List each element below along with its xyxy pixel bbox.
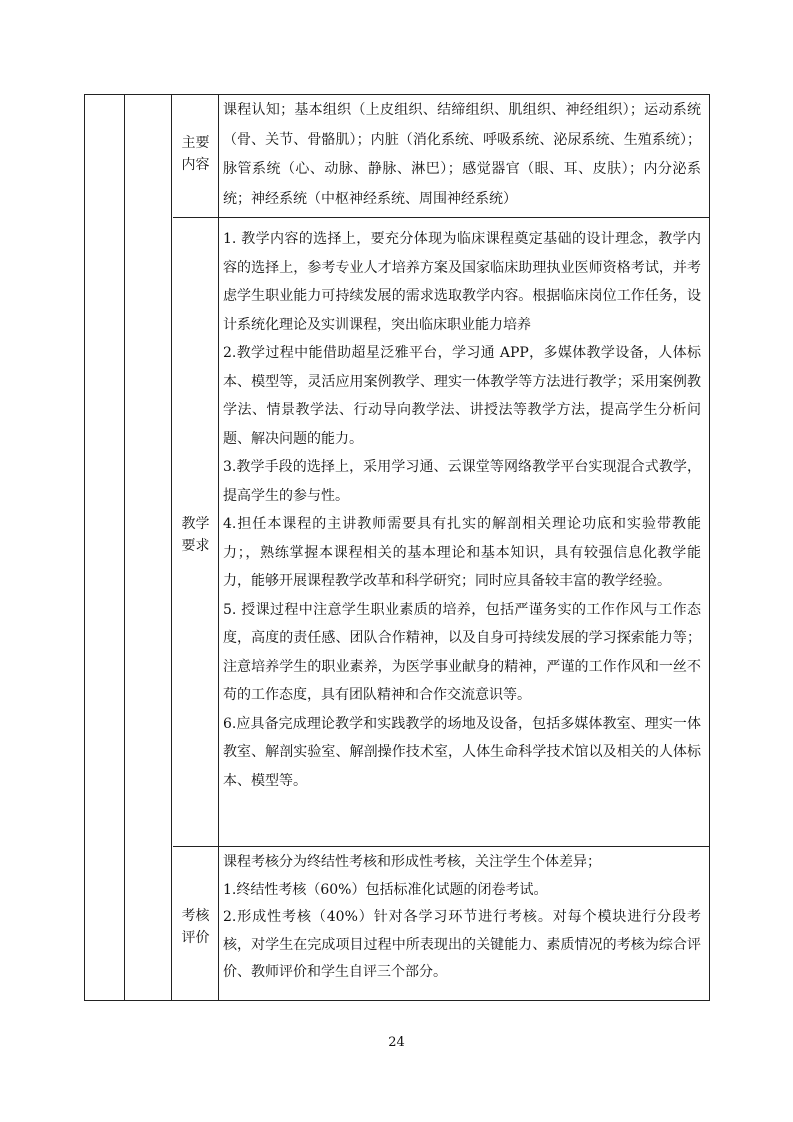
label-main-content: 主要 内容 xyxy=(181,135,210,173)
main-content-cell xyxy=(223,96,701,214)
assessment-item: 2.形成性考核（40%）针对各学习环节进行考核。对每个模块进行分段考核，对学生在完成项目过程中所表现出的关键能力、素质情况的考核为综合评价、教师评价和学生自评三个部分。 xyxy=(223,909,701,980)
column-divider xyxy=(171,95,172,1000)
requirement-item: 6.应具备完成理论教学和实践教学的场地及设备，包括多媒体教室、理实一体教室、解剖实验室、解剖操作技术室，人体生命科学技术馆以及相关的人体标本、模型等。 xyxy=(223,715,701,789)
assessment-item: 课程考核分为终结性考核和形成性考核，关注学生个体差异； xyxy=(223,854,601,870)
requirement-item: 4.担任本课程的主讲教师需要具有扎实的解剖相关理论功底和实验带教能力；，熟练掌握本课程相关的基本理论和基本知识，具有较强信息化教学能力，能够开展课程教学改革和科学研究；同时应具备较丰富的教学经验。 xyxy=(223,516,701,589)
requirement-item: 5. 授课过程中注意学生职业素质的培养，包括严谨务实的工作作风与工作态度，高度的责任感、团队合作精神，以及自身可持续发展的学习探索能力等；注意培养学生的职业素养，为医学事业献身的精神，严谨的工作作风和一丝不苟的工作态度，具有团队精神和合作交流意识等。 xyxy=(223,601,701,703)
row-divider xyxy=(173,217,709,218)
row-divider xyxy=(173,846,709,847)
requirement-item: 3.教学手段的选择上，采用学习通、云课堂等网络教学平台实现混合式教学，提高学生的参与性。 xyxy=(223,459,701,504)
page-number: 24 xyxy=(388,1035,405,1050)
requirement-item: 1. 教学内容的选择上，要充分体现为临床课程奠定基础的设计理念，教学内容的选择上，参考专业人才培养方案及国家临床助理执业医师资格考试，并考虑学生职业能力可持续发展的需求选取教学内容。根据临床岗位工作任务，设计系统化理论及实训课程，突出临床职业能力培养 xyxy=(223,231,701,333)
course-table xyxy=(84,94,710,1001)
teaching-requirements-cell xyxy=(223,225,701,795)
column-divider xyxy=(218,95,219,1000)
column-divider xyxy=(124,95,125,1000)
label-teaching-requirements: 教学 要求 xyxy=(181,516,210,554)
label-assessment: 考核 评价 xyxy=(181,908,210,946)
main-content-text: 课程认知；基本组织（上皮组织、结缔组织、肌组织、神经组织）；运动系统（骨、关节、骨骼肌）；内脏（消化系统、呼吸系统、泌尿系统、生殖系统）；脉管系统（心、动脉、静脉、淋巴）；感觉器官（眼、耳、皮肤）；内分泌系统；神经系统（中枢神经系统、周围神经系统） xyxy=(223,102,701,207)
assessment-item: 1.终结性考核（60%）包括标准化试题的闭卷考试。 xyxy=(223,881,548,898)
assessment-cell xyxy=(223,849,701,987)
requirement-item: 2.教学过程中能借助超星泛雅平台，学习通 APP，多媒体教学设备，人体标本、模型等，灵活应用案例教学、理实一体教学等方法进行教学；采用案例教学法、情景教学法、行动导向教学法、讲授法等教学方法，提高学生分析问题、解决问题的能力。 xyxy=(223,345,701,447)
